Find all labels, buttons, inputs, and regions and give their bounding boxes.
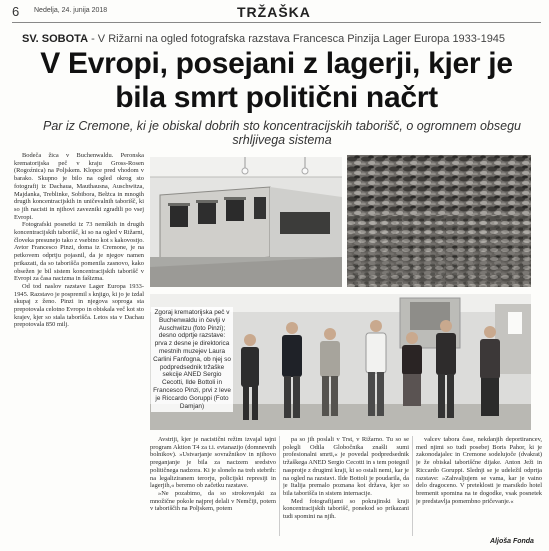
body-column-lower-2 (283, 436, 409, 536)
body-paragraph: Fotografski posnetki iz 73 nemških in drugih koncentracijskih taborišč, ki so na ogled v Rižarni, človeka presunejo tako z vsebino kot s kakovostjo. Avtor Francesco Pinzi, doma iz Cremone, je na petkovem odprtju pojasnil, da je njegov namen prikazati, da so taborišča pomenila zasnovo, kako obsežen je bil sistem koncentracijskih taborišč v Evropi za časa nacizma in fašizma. (14, 221, 144, 283)
crematorium-photo (150, 157, 342, 287)
section-name: TRŽAŠKA (237, 4, 311, 20)
body-paragraph: Med fotografijami so pokrajinski kraji koncentracijskih taborišč, ponekod so prikazani tudi spomini na njih. (283, 497, 409, 521)
article-title: V Evropi, posejani z lagerji, kjer je bila smrt politični načrt (40, 47, 513, 114)
body-paragraph: Bodeča žica v Buchenwaldu. Peronska krematorijska peč v kraju Gross-Rosen (Rogoźnica) na Poljskem. Klopce pred vhodom v barako. Skupno je bilo na ogled okrog sto fotografij iz Dachaua, Mauthausna, Auschwitza, Majdanka, Treblinke, Sobibora, Bełżca in mnogih drugih koncentracijskih in uničevalnih taborišč, ki so jih nacisti in njihovi zavezniki zgradili po vsej Evropi. (14, 152, 144, 221)
body-paragraph: pa so jih poslali v Trst, v Rižarno. Tu so se polegli Odila Globočnika znašli sumi profesionalni smrti,« je povedal podpredsednik tržaškega ANED Sergio Cecotti in s tem potegnil nasprotje z drugimi kraji, ki so ostali nemi, kar je na ogled na razstavi. Ilde Bottoli je poudarila, da je Italija premalo poznana kot država, kjer so bila taborišča in sistem internacije. (283, 436, 409, 497)
kicker-location: SV. SOBOTA (22, 33, 89, 45)
kicker-text: - V Rižarni na ogled fotografska razstava Francesca Pinzija Lager Europa 1933-1945 (88, 33, 506, 45)
column-divider (412, 436, 413, 536)
photo-caption: Zgoraj krematorijska peč v Buchenwaldu in čevlji v Auschwitzu (foto Pinzi); desno odprtje razstave: prva z desne je direktorica mestnih muzejev Laura Carlini Fanfogna, ob njej so podpredsednik tržaške sekcije ANED Sergio Cecotti, Ilde Bottoli in Francesco Pinzi, prvi z leve je Riccardo Goruppi (Foto Damjan) (151, 307, 233, 412)
body-column-lower-1 (150, 436, 276, 536)
article-kicker (22, 33, 542, 45)
body-paragraph: Avstriji, kjer je nacistični režim izvajal tajni program Aktion T4 za t.i. evtanazijo (domnevnih bolnikov). »Ustvarjanje sovražnikov in njihovo preganjanje je bila za nacizem sredstvo političnega nadzora. Ki je slonelo na treh stebrih: na legaliziranem terorju, policijski represiji in lagerjih,« beremo ob začetku razstave. (150, 436, 276, 490)
crematorium-illustration (150, 157, 342, 287)
body-column-lower-3 (416, 436, 542, 536)
body-column-left (14, 152, 144, 542)
page-number: 6 (12, 4, 20, 19)
body-paragraph: »Ne pozabimo, da so strokovnjaki za množične pokole najprej delali v Nemčiji, potem v taboriščih na Poljskem, potem (150, 489, 276, 513)
shoes-illustration (347, 155, 531, 287)
body-paragraph: valcev tabora čase, nekdanjih deportirancev, med njimi so tudi posebej Boris Pahor, ki je zakonodajalec in Cremone sodelujoče (dvakrat) je že obiskal taboriščne dijake. Anton Ježi in Riccardo Goruppi. Slednji se je udeležil odprtja razstave: »Zahvaljujem se vama, kar je vaino delo dragoceno. V preteklosti je marsikdo hotel bremenit spomina na te dogodke, vsak posnetek je predstavlja pomembno pričevanje.« (416, 436, 542, 505)
article-author: Aljoša Fonda (490, 538, 534, 545)
issue-date: Nedelja, 24. junija 2018 (34, 7, 108, 14)
column-divider (279, 436, 280, 536)
body-paragraph: Od tod naslov razstave Lager Europa 1933-1945. Razstavo je pospremil s knjigo, ki jo je izdal skupaj z ženo. Pinzi in njegova soproga sta prepotovala celotno Evropo in obiskala več kot sto krajev, kjer so stala taborišča. Letos sta v Dachau prepotovala 850 milj. (14, 282, 144, 329)
article-subtitle: Par iz Cremone, ki je obiskal dobrih sto koncentracijskih taborišč, o ogromnem obsegu srhljivega sistema (42, 119, 521, 147)
page-header (12, 4, 541, 20)
shoes-photo (347, 155, 531, 287)
person-figure (480, 326, 500, 416)
header-rule (12, 22, 541, 23)
